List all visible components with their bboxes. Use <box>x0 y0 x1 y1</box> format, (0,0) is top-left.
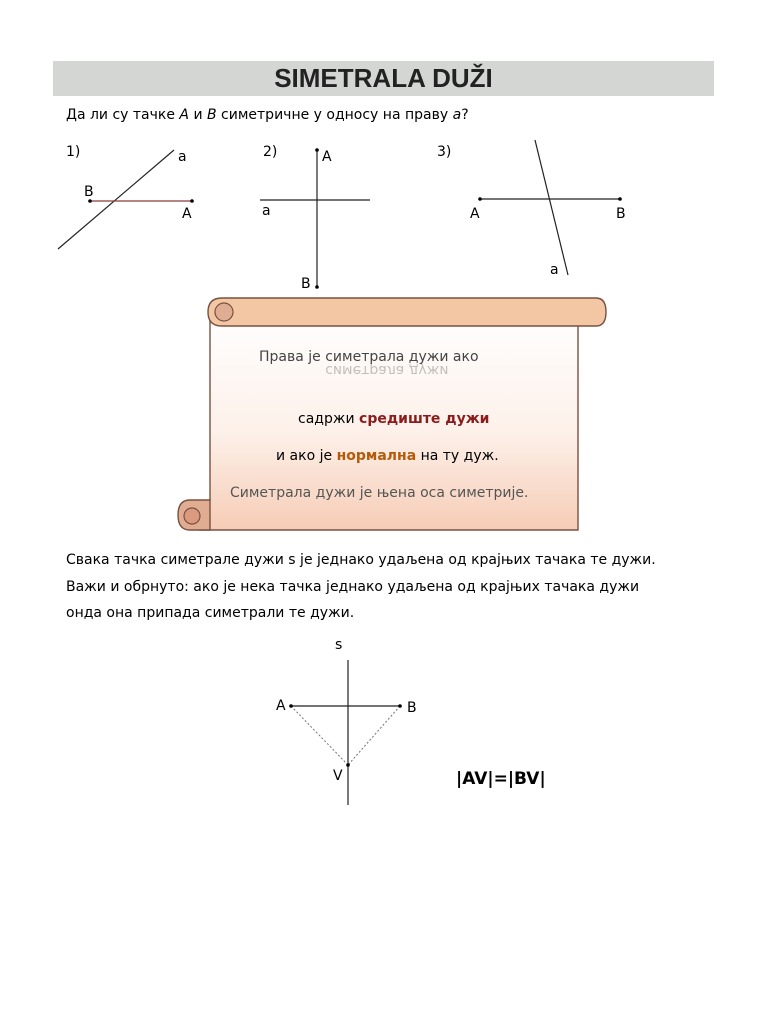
figure-1-label-a: A <box>182 206 192 222</box>
figure-3-point-b <box>618 197 622 201</box>
figure-1 <box>58 150 194 249</box>
term-perpendicular-bisector-reflection: симетрала дужи <box>325 362 449 378</box>
distance-equation: |AV|=|BV| <box>456 769 546 789</box>
term-midpoint: средиште дужи <box>359 411 490 427</box>
figure-2-number: 2) <box>263 144 278 160</box>
bottom-point-a <box>289 704 293 708</box>
bottom-segment-bv <box>348 706 400 765</box>
scroll-bottom-curl <box>184 508 200 524</box>
question-end: ? <box>461 107 469 123</box>
figure-3-label-b: B <box>616 206 626 222</box>
question-line: a <box>452 107 462 123</box>
figure-3-number: 3) <box>437 144 452 160</box>
bottom-segment-av <box>291 706 348 765</box>
question-prefix: Да ли су тачке <box>66 107 180 123</box>
question-point-a: A <box>179 107 189 123</box>
figure-1-label-b: B <box>84 184 94 200</box>
term-perpendicular: нормална <box>336 448 417 464</box>
bottom-point-v <box>346 763 350 767</box>
paragraph-line-2: Важи и обрнуто: ако је нека тачка једнако удаљена од крајњих тачака дужи <box>66 579 640 595</box>
figure-2-label-a-line: a <box>262 203 271 219</box>
scroll-top-roll <box>208 298 606 326</box>
scroll-line-3-suffix: на ту дуж. <box>416 448 499 464</box>
figure-3 <box>478 140 622 275</box>
figure-2-point-b <box>315 285 319 289</box>
figure-2-label-a: A <box>322 149 332 165</box>
figure-3-label-a-line: a <box>550 262 559 278</box>
question-suffix: симетричне у односу на праву <box>216 107 453 123</box>
figure-2-label-b: B <box>301 276 311 292</box>
question-point-b: B <box>207 107 217 123</box>
scroll-line-2 <box>298 411 489 427</box>
scroll-line-3 <box>276 448 499 464</box>
figure-1-label-a-line: a <box>178 149 187 165</box>
scroll-line-1-prefix: Права је <box>259 349 326 365</box>
figure-3-point-a <box>478 197 482 201</box>
figure-1-line-a <box>58 150 174 249</box>
scroll-line-1-suffix: ако <box>448 349 479 365</box>
scroll-line-2-prefix: садржи <box>298 411 360 427</box>
question-mid: и <box>189 107 207 123</box>
figure-2-point-a <box>315 148 319 152</box>
figure-2 <box>260 148 370 289</box>
paragraph-line-3: онда она припада симетрали те дужи. <box>66 605 355 621</box>
bottom-label-v: V <box>333 768 343 784</box>
scroll-line-3-prefix: и ако је <box>276 448 337 464</box>
figure-3-label-a: A <box>470 206 480 222</box>
scroll-top-curl <box>215 303 233 321</box>
bottom-point-b <box>398 704 402 708</box>
term-perpendicular-bisector-text: симетрала дужи <box>325 349 449 365</box>
bottom-figure <box>289 660 402 805</box>
figure-3-line-a <box>535 140 568 275</box>
bottom-label-s: s <box>335 637 343 653</box>
bottom-label-b: B <box>407 700 417 716</box>
figure-1-number: 1) <box>66 144 81 160</box>
scroll-line-4: Симетрала дужи је њена оса симетрије. <box>230 485 529 501</box>
scroll-line-1 <box>259 349 479 378</box>
paragraph-line-1: Свака тачка симетрале дужи s је једнако удаљена од крајњих тачака те дужи. <box>66 552 656 568</box>
term-perpendicular-bisector <box>325 349 449 378</box>
bottom-label-a: A <box>276 698 286 714</box>
page-title: SIMETRALA DUŽI <box>274 63 493 93</box>
figure-1-point-a <box>190 199 194 203</box>
